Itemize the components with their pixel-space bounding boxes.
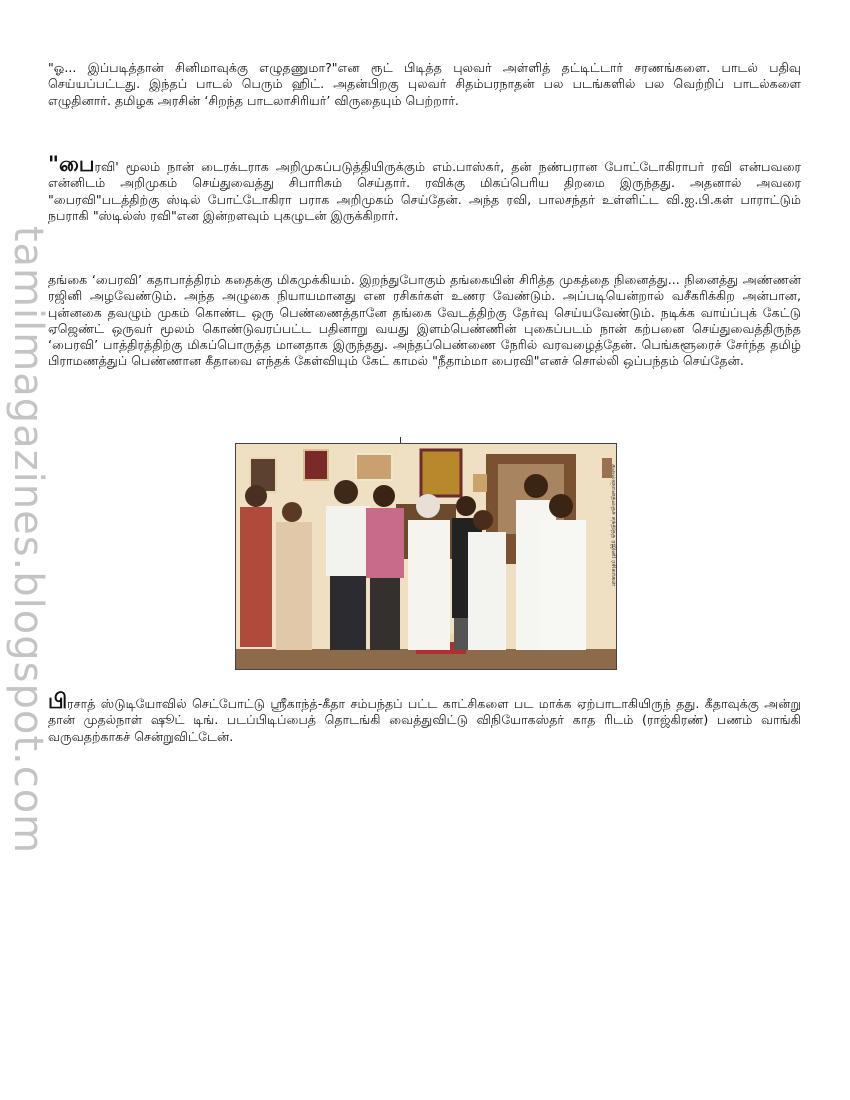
group-photo (235, 443, 617, 670)
paragraph-2-text: ரவி' மூலம் நான் டைரக்டராக அறிமுகப்படுத்தியிருக்கும் எம்.பாஸ்கர், தன் நண்பரான போட்டோகிராபர் ரவி என்பவரை என்னிடம் அறிமுகம் செய்துவைத்து சிபாரிசும் செய்தார். ரவிக்கு மிகப்பெரிய திறமை இருந்தது. அதனால் அவரை "பைரவி"படத்திற்கு ஸ்டில் போட்டோகிரா பராக அறிமுகம் செய்தேன். அந்த ரவி, பாலசந்தர் உள்ளிட்ட வி.ஐ.பி.கள் பாராட்டும் நபராகி "ஸ்டில்ஸ் ரவி"என இன்றளவும் புகழுடன் இருக்கிறார். (48, 159, 801, 223)
drop-cap: "பை (48, 152, 95, 176)
paragraph-4 (48, 689, 801, 745)
paragraph-3: தங்கை ‘பைரவி’ கதாபாத்திரம் கதைக்கு மிகமுக்கியம். இறந்துபோகும் தங்கையின் சிரித்த முகத்தை நினைத்து... நினைத்து அண்ணன் ரஜினி அழவேண்டும். அந்த அழுகை நியாயமானது என ரசிகர்கள் உணர வேண்டும். அப்படியென்றால் வசீகரிக்கிற அன்பான, புன்னகை தவழும் முகம் கொண்ட ஒரு பெண்ணைத்தானே தங்கை வேடத்திற்கு தேர்வு செய்யவேண்டும். நடிக்க வாய்ப்புக் கேட்டு ஏஜெண்ட் ஒருவர் மூலம் கொண்டுவரப்பட்ட பதினாறு வயது இளம்பெண்ணின் புகைப்படம் நான் கற்பனை செய்துவைத்திருந்த ‘பைரவி’ பாத்திரத்திற்கு மிகப்பொருத்த மானதாக இருந்தது. அந்தப்பெண்ணை நேரில் வரவழைத்தேன். பெங்களூரைச் சேர்ந்த தமிழ் பிராமணத்துப் பெண்ணான கீதாவை எந்தக் கேள்வியும் கேட் காமல் "நீதாம்மா பைரவி"எனச் சொல்லி ஒப்பந்தம் செய்தேன். (48, 272, 801, 369)
drop-cap: பி (48, 689, 68, 713)
paragraph-1: "ஓ... இப்படித்தான் சினிமாவுக்கு எழுதணுமா?"என ரூட் பிடித்த புலவர் அள்ளித் தட்டிட்டார் சரணங்களை. பாடல் பதிவு செய்யப்பட்டது. இந்தப் பாடல் பெரும் ஹிட். அதன்பிறகு புலவர் சிதம்பரநாதன் பல படங்களில் பல வெற்றிப் பாடல்களை எழுதினார். தமிழக அரசின் ‘சிறந்த பாடலாசிரியர்’ விருதையும் பெற்றார். (48, 60, 801, 108)
blog-watermark (5, 180, 52, 900)
watermark-text: tamilmagazines.blogspot.com (5, 225, 52, 855)
paragraph-4-text: ரசாத் ஸ்டுடியோவில் செட்போட்டு ஸ்ரீகாந்த்-கீதா சம்பந்தப் பட்ட காட்சிகளை பட மாக்க ஏற்பாடாகியிருந் தது. கீதாவுக்கு அன்று தான் முதல்நாள் ஷூட் டிங். படப்பிடிப்பைத் தொடங்கி வைத்துவிட்டு விநியோகஸ்தர் காத ரிடம் (ராஜ்கிரண்) பணம் வாங்கி வருவதற்காகச் சென்றுவிட்டேன். (48, 696, 801, 744)
paragraph-2 (48, 152, 801, 224)
photo-illustration (236, 444, 616, 669)
photo-caption: கலைஞானத்தைச் சந்தித்த ரஜினி ரசிகர்கள் (610, 464, 618, 587)
